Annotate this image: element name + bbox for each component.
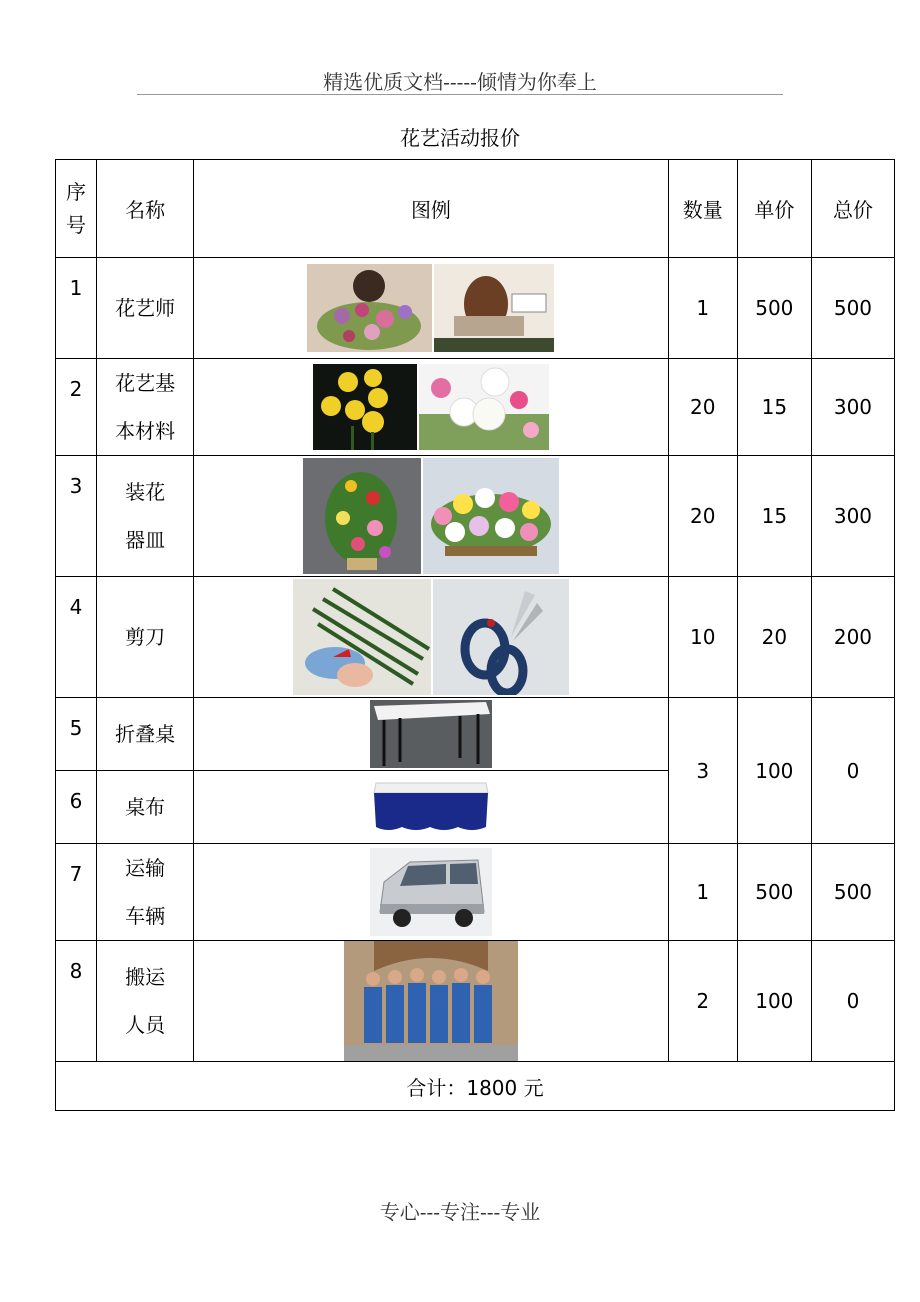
summary-total: 合计：1800 元 bbox=[56, 1062, 895, 1111]
row-name: 运输 车辆 bbox=[97, 844, 194, 941]
header-qty: 数量 bbox=[668, 160, 737, 258]
row-price: 20 bbox=[737, 577, 811, 698]
row-image bbox=[194, 456, 669, 577]
quote-table bbox=[55, 159, 895, 1111]
row-price: 15 bbox=[737, 456, 811, 577]
tall-arrangement-photo bbox=[303, 458, 421, 574]
row-name: 花艺基 本材料 bbox=[97, 359, 194, 456]
document-title: 花艺活动报价 bbox=[400, 126, 520, 150]
florist-bouquet-photo bbox=[307, 264, 432, 352]
folding-table-photo bbox=[370, 700, 492, 768]
header-image: 图例 bbox=[194, 160, 669, 258]
row-total: 300 bbox=[811, 456, 894, 577]
flower-materials-photo bbox=[419, 364, 549, 450]
row-image bbox=[194, 577, 669, 698]
row-no: 2 bbox=[56, 359, 97, 456]
florist-arranging-photo bbox=[434, 264, 554, 352]
table-row bbox=[56, 941, 895, 1062]
basket-flowers-photo bbox=[423, 458, 559, 574]
workers-photo bbox=[344, 941, 518, 1061]
row-total: 500 bbox=[811, 844, 894, 941]
row-qty: 3 bbox=[668, 698, 737, 844]
table-row bbox=[56, 844, 895, 941]
row-price: 100 bbox=[737, 698, 811, 844]
header-divider bbox=[137, 94, 783, 95]
row-no: 6 bbox=[56, 771, 97, 844]
row-qty: 1 bbox=[668, 844, 737, 941]
row-no: 8 bbox=[56, 941, 97, 1062]
table-row bbox=[56, 359, 895, 456]
row-image bbox=[194, 258, 669, 359]
header-name: 名称 bbox=[97, 160, 194, 258]
row-name: 搬运 人员 bbox=[97, 941, 194, 1062]
row-price: 500 bbox=[737, 258, 811, 359]
summary-row bbox=[56, 1062, 895, 1111]
row-price: 100 bbox=[737, 941, 811, 1062]
table-row bbox=[56, 456, 895, 577]
yellow-roses-photo bbox=[313, 364, 417, 450]
row-image bbox=[194, 844, 669, 941]
row-qty: 10 bbox=[668, 577, 737, 698]
row-image bbox=[194, 771, 669, 844]
table-header-row bbox=[56, 160, 895, 258]
table-row bbox=[56, 698, 895, 771]
header-price: 单价 bbox=[737, 160, 811, 258]
row-qty: 1 bbox=[668, 258, 737, 359]
row-total: 0 bbox=[811, 941, 894, 1062]
row-name: 装花 器皿 bbox=[97, 456, 194, 577]
row-qty: 20 bbox=[668, 456, 737, 577]
row-total: 0 bbox=[811, 698, 894, 844]
table-row bbox=[56, 258, 895, 359]
row-name: 桌布 bbox=[97, 771, 194, 844]
page-footer-text: 专心---专注---专业 bbox=[379, 1200, 541, 1224]
header-no: 序 号 bbox=[56, 160, 97, 258]
row-qty: 2 bbox=[668, 941, 737, 1062]
row-name: 花艺师 bbox=[97, 258, 194, 359]
row-image bbox=[194, 941, 669, 1062]
row-image bbox=[194, 359, 669, 456]
header-total: 总价 bbox=[811, 160, 894, 258]
van-photo bbox=[370, 848, 492, 936]
row-no: 1 bbox=[56, 258, 97, 359]
cutting-stems-photo bbox=[293, 579, 431, 695]
row-qty: 20 bbox=[668, 359, 737, 456]
row-no: 3 bbox=[56, 456, 97, 577]
row-name: 折叠桌 bbox=[97, 698, 194, 771]
page-header-text: 精选优质文档-----倾情为你奉上 bbox=[323, 70, 597, 94]
row-no: 4 bbox=[56, 577, 97, 698]
row-no: 7 bbox=[56, 844, 97, 941]
row-price: 15 bbox=[737, 359, 811, 456]
row-total: 300 bbox=[811, 359, 894, 456]
row-price: 500 bbox=[737, 844, 811, 941]
table-row bbox=[56, 577, 895, 698]
scissors-photo bbox=[433, 579, 569, 695]
row-name: 剪刀 bbox=[97, 577, 194, 698]
row-image bbox=[194, 698, 669, 771]
row-no: 5 bbox=[56, 698, 97, 771]
row-total: 500 bbox=[811, 258, 894, 359]
tablecloth-photo bbox=[372, 779, 490, 835]
row-total: 200 bbox=[811, 577, 894, 698]
